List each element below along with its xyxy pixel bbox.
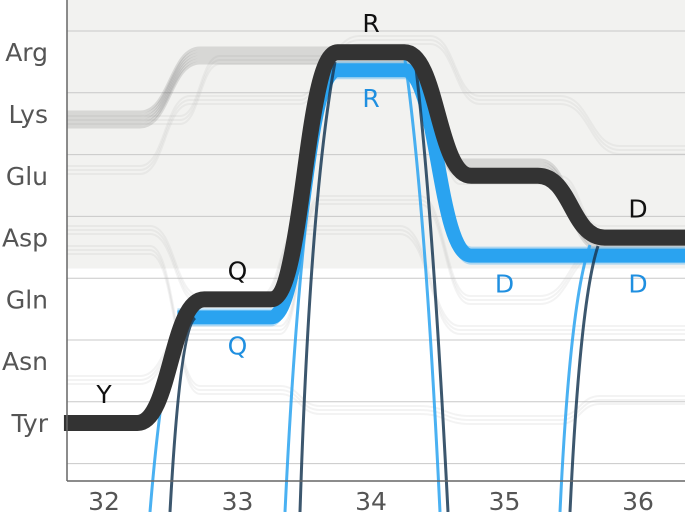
annotation-label: R	[362, 9, 380, 39]
y-tick-label: Glu	[5, 161, 48, 191]
plunge-line	[570, 246, 598, 512]
y-tick-label: Gln	[5, 285, 48, 315]
x-tick-label: 36	[622, 487, 654, 512]
x-tick-label: 35	[488, 487, 521, 512]
y-tick-label: Tyr	[11, 409, 48, 438]
x-tick-label: 34	[355, 487, 387, 512]
y-tick-label: Arg	[5, 38, 48, 68]
annotation-label: R	[362, 84, 380, 114]
annotation-label: D	[628, 269, 648, 299]
annotation-label: Q	[227, 331, 248, 361]
x-tick-label: 33	[221, 487, 254, 512]
annotation-label: Y	[96, 380, 112, 409]
annotation-label: Q	[227, 256, 248, 286]
annotation-label: D	[628, 194, 648, 224]
y-tick-label: Asp	[2, 223, 48, 253]
annotation-label: D	[494, 269, 515, 299]
y-tick-label: Lys	[8, 100, 48, 129]
x-tick-label: 32	[88, 487, 120, 512]
y-tick-label: Asn	[2, 347, 48, 377]
